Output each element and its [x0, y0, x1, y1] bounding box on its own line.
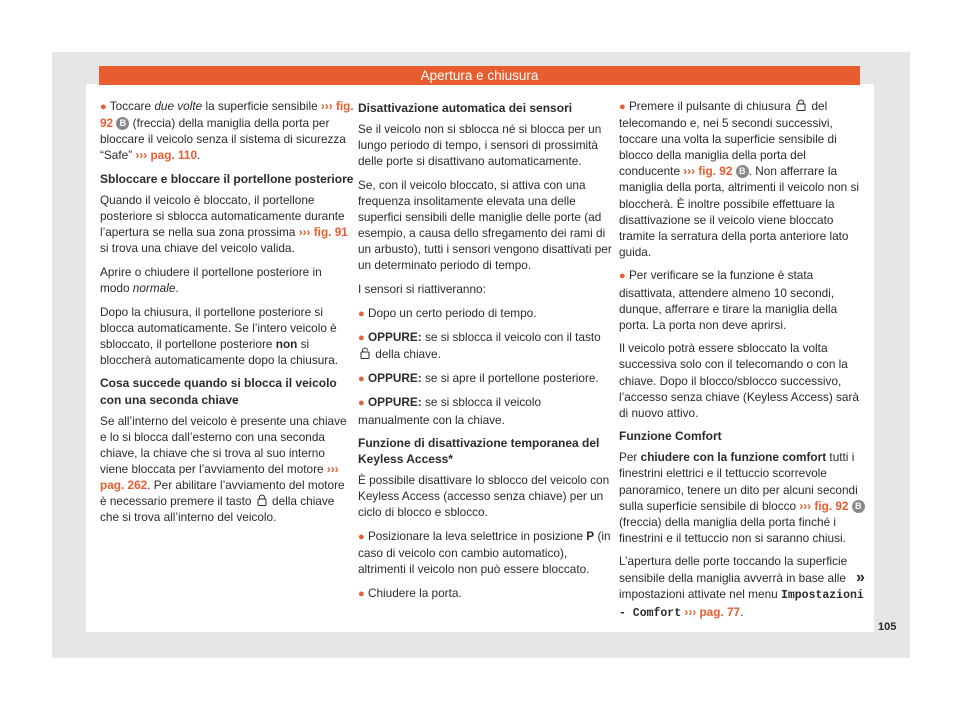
paragraph: Dopo la chiusura, il portellone posteriore si blocca automaticamente. Se l’intero veicolo è sbloccato, il portellone posteriore non si bloccherà automaticamente dopo la chiusura.: [100, 304, 339, 367]
bullet-icon: ●: [358, 372, 365, 385]
subheading: Funzione Comfort: [619, 429, 722, 444]
column-2: [358, 98, 612, 609]
bullet-icon: ●: [619, 270, 626, 283]
paragraph: I sensori si riattiveranno:: [358, 281, 486, 296]
subheading: Funzione di disattivazione temporanea del Keyless Access*: [358, 436, 600, 467]
bullet-paragraph: ● Per verificare se la funzione è stata disattivata, attendere almeno 10 secondi, dunque, afferrare e tirare la maniglia della porta. La porta non deve aprirsi.: [619, 268, 838, 332]
bullet-paragraph: ● Dopo un certo periodo di tempo.: [358, 305, 537, 320]
figure-link[interactable]: ››› fig. 92: [100, 99, 354, 131]
paragraph: Per chiudere con la funzione comfort tutti i finestrini elettrici e il tettuccio scorrevole panoramico, tenere un dito per alcuni secondi sulla superficie sensibile di blocco ››› fig. 92 B (freccia) della maniglia della porta finché i finestrini e il tettuccio non si saranno chiusi.: [619, 449, 865, 546]
figure-link[interactable]: ››› fig. 91: [298, 225, 348, 240]
paragraph: L’apertura delle porte toccando la superficie sensibile della maniglia avverrà in base alle impostazioni attivate nel menu Impostazioni - Comfort ››› pag. 77.: [619, 554, 864, 620]
bullet-paragraph: ● Toccare due volte la superficie sensibile ››› fig. 92 B (freccia) della maniglia della porta per bloccare il veicolo senza il sistema di sicurezza “Safe” ››› pag. 110.: [100, 99, 354, 163]
section-header: Apertura e chiusura: [99, 66, 860, 85]
page-link[interactable]: ››› pag. 77: [681, 604, 741, 619]
bullet-paragraph: ● OPPURE: se si apre il portellone posteriore.: [358, 370, 599, 385]
paragraph: Il veicolo potrà essere sbloccato la volta successiva solo con il telecomando o con la chiave. Dopo il blocco/sblocco successivo, l’accesso senza chiave (Keyless Access) sarà di nuovo attivo.: [619, 341, 859, 420]
figure-link[interactable]: ››› fig. 92: [799, 498, 849, 513]
bullet-icon: ●: [358, 397, 365, 410]
page-link[interactable]: ››› pag. 110: [135, 148, 198, 163]
paragraph: Aprire o chiudere il portellone posteriore in modo normale.: [100, 264, 322, 295]
callout-badge: B: [116, 117, 129, 130]
paragraph: Se il veicolo non si sblocca né si blocca per un lungo periodo di tempo, i sensori di prossimità delle porte si disattivano automaticamente.: [358, 122, 602, 169]
bullet-paragraph: ● OPPURE: se si sblocca il veicolo con il tasto della chiave.: [358, 330, 601, 362]
page-link[interactable]: ››› pag. 262: [100, 461, 339, 492]
continue-mark: »: [856, 569, 865, 586]
subheading: Disattivazione automatica dei sensori: [358, 101, 573, 115]
lock-icon: [796, 99, 806, 111]
bullet-paragraph: ● Posizionare la leva selettrice in posizione P (in caso di veicolo con cambio automatico), altrimenti il veicolo non può essere bloccato.: [358, 529, 611, 577]
menu-path: Impostazioni - Comfort: [619, 588, 864, 620]
unlock-icon: [360, 347, 370, 359]
bullet-icon: ●: [619, 101, 626, 113]
paragraph: Se all’interno del veicolo è presente una chiave e lo si blocca dall’esterno con una seconda chiave, la chiave che si trova al suo interno viene bloccata per l’avviamento del motore ››› pag. 262. Per abilitare l’avviamento del motore è necessario premere il tasto della chiave che si trova all’interno del veicolo.: [100, 413, 347, 525]
bullet-paragraph: ● Chiudere la porta.: [358, 585, 462, 600]
paragraph: Se, con il veicolo bloccato, si attiva con una frequenza insolitamente elevata una delle superfici sensibili delle maniglie delle porte (ad esempio, a causa dello sfregamento dei rami di un arbusto), tutti i sensori vengono disattivati per un determinato periodo di tempo.: [358, 177, 612, 273]
bullet-paragraph: ● Premere il pulsante di chiusura del telecomando e, nei 5 secondi successivi, toccare una volta la superficie sensibile di blocco della maniglia della porta del conducente ››› fig. 92 B . Non afferrare la maniglia della porta, altrimenti il veicolo non si bloccherà. È inoltre possibile effettuare la disattivazione se il veicolo viene bloccato tramite la serratura della porta anteriore lato guida.: [619, 99, 859, 259]
bullet-paragraph: ● OPPURE: se si sblocca il veicolo manualmente con la chiave.: [358, 395, 542, 427]
column-3: [619, 98, 865, 629]
bullet-icon: ●: [358, 587, 365, 600]
paragraph: Quando il veicolo è bloccato, il portellone posteriore si sblocca automaticamente durante l’apertura se nella sua zona prossima ››› fig. 91 si trova una chiave del veicolo valida.: [100, 192, 348, 256]
bullet-icon: ●: [358, 531, 365, 544]
column-1: [100, 98, 354, 533]
subheading: Sbloccare e bloccare il portellone posteriore: [100, 171, 354, 186]
bullet-icon: ●: [358, 332, 365, 345]
page-number: 105: [878, 621, 897, 633]
callout-badge: B: [852, 500, 865, 513]
callout-badge: B: [736, 165, 749, 178]
figure-link[interactable]: ››› fig. 92: [683, 164, 733, 179]
bullet-icon: ●: [100, 101, 107, 113]
paragraph: È possibile disattivare lo sblocco del veicolo con Keyless Access (accesso senza chiave) per un ciclo di blocco e sblocco.: [358, 473, 610, 520]
subheading: Cosa succede quando si blocca il veicolo con una seconda chiave: [100, 376, 337, 407]
lock-icon: [257, 494, 267, 506]
bullet-icon: ●: [358, 307, 365, 320]
